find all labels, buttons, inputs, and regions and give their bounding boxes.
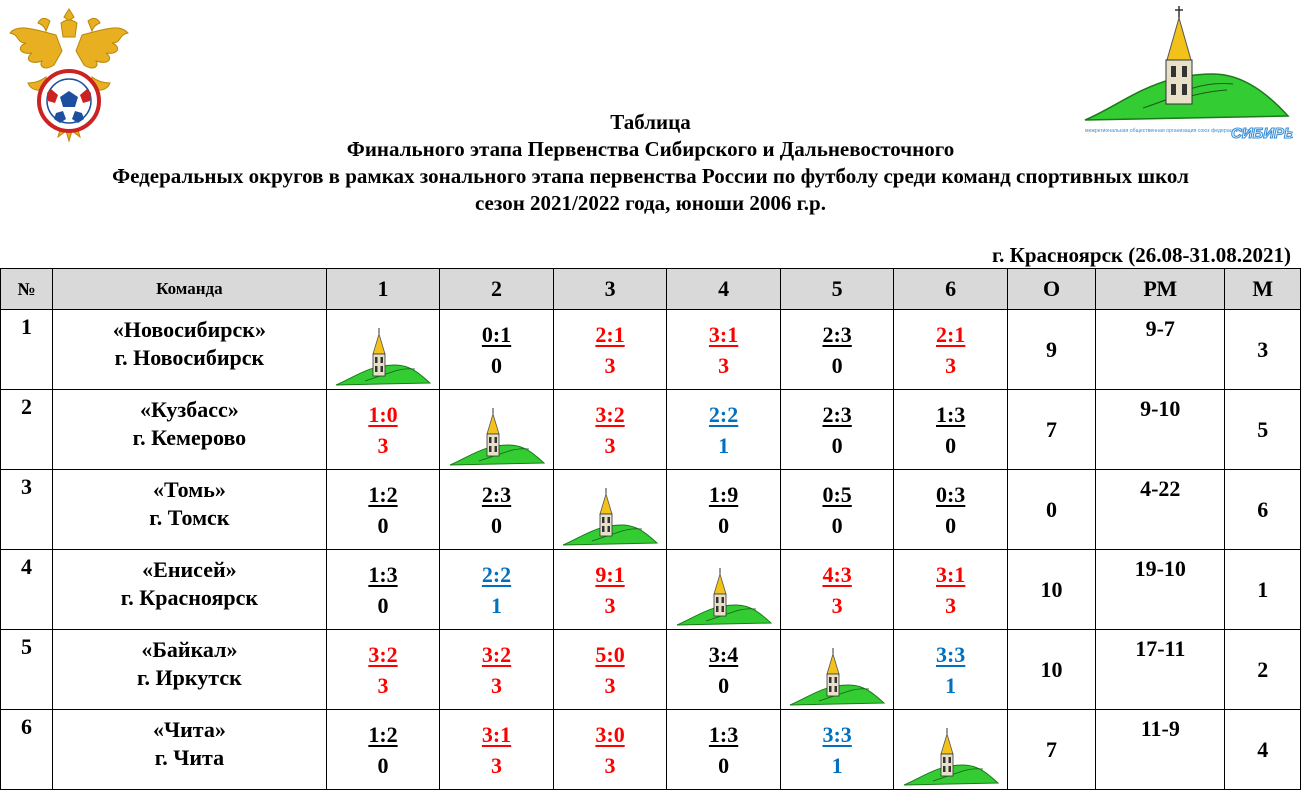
header-col-5: 5 [780,269,894,310]
match-result [482,479,511,541]
match-points: 3 [604,752,616,778]
match-points: 3 [604,352,616,378]
match-result-cell [440,470,554,550]
match-result-cell [667,310,781,390]
match-result-cell [667,630,781,710]
match-score: 3:3 [822,721,852,747]
match-points: 3 [377,672,389,698]
match-result [936,399,965,461]
venue-dates: г. Красноярск (26.08-31.08.2021) [991,243,1291,267]
match-result [822,399,851,461]
match-result-cell [780,550,894,630]
team-cell [53,710,327,790]
team-club: «Байкал» [141,637,238,662]
header-col-3: 3 [553,269,667,310]
match-score: 3:4 [708,641,739,667]
match-result-cell [326,710,440,790]
match-points: 3 [491,752,503,778]
match-points: 3 [377,432,389,458]
team-city: г. Красноярск [120,585,259,610]
team-club: «Томь» [152,477,226,502]
match-score: 5:0 [595,641,625,667]
match-points: 3 [604,672,616,698]
team-cell [53,630,327,710]
match-points: 0 [718,752,730,778]
header-points: О [1007,269,1095,310]
match-points: 1 [491,592,503,618]
title-line-1: Таблица [610,110,691,134]
match-result [936,479,965,541]
match-score: 3:1 [935,561,966,587]
row-number: 6 [1,710,53,790]
match-result [368,399,397,461]
match-points: 0 [377,512,389,538]
match-score: 1:3 [935,401,966,427]
church-hill-icon [449,407,545,467]
goal-difference: 17-11 [1096,630,1225,710]
match-points: 3 [718,352,730,378]
match-result [595,319,624,381]
goal-difference: 9-7 [1096,310,1225,390]
place: 2 [1225,630,1301,710]
siberia-brand-text: СИБИРЬ [1231,125,1293,142]
match-result-cell [894,390,1008,470]
match-result-cell [894,470,1008,550]
match-score: 2:3 [822,321,852,347]
match-result-cell [667,390,781,470]
match-result-cell [553,390,667,470]
match-result [368,639,397,701]
total-points: 7 [1007,710,1095,790]
match-points: 1 [718,432,730,458]
match-result-cell [440,550,554,630]
match-score: 2:3 [822,401,852,427]
header-place: М [1225,269,1301,310]
match-points: 0 [491,512,503,538]
match-score: 3:1 [708,321,739,347]
match-points: 1 [831,752,843,778]
table-row [1,390,1301,470]
match-points: 0 [718,672,730,698]
team-city: г. Новосибирск [114,345,265,370]
match-result-cell [667,710,781,790]
match-points: 0 [718,512,730,538]
match-result [822,719,851,781]
match-result [709,399,738,461]
row-number: 3 [1,470,53,550]
match-points: 0 [831,432,843,458]
match-result-cell [780,310,894,390]
place: 3 [1225,310,1301,390]
match-result [709,319,738,381]
match-points: 3 [831,592,843,618]
row-number: 2 [1,390,53,470]
row-number: 4 [1,550,53,630]
match-result-cell [326,550,440,630]
match-result [368,559,397,621]
match-score: 2:1 [595,321,625,347]
match-points: 0 [831,352,843,378]
self-match-cell [780,630,894,710]
total-points: 10 [1007,550,1095,630]
match-points: 3 [604,592,616,618]
match-points: 3 [604,432,616,458]
place: 5 [1225,390,1301,470]
goal-difference: 11-9 [1096,710,1225,790]
church-hill-icon [903,727,999,787]
team-cell [53,550,327,630]
team-cell [53,470,327,550]
match-score: 3:2 [595,401,625,427]
match-result [482,719,511,781]
match-score: 1:2 [368,721,398,747]
match-result-cell [553,710,667,790]
team-city: г. Иркутск [137,665,242,690]
match-result-cell [553,310,667,390]
header-num: № [1,269,53,310]
match-result-cell [667,470,781,550]
table-row [1,310,1301,390]
team-city: г. Томск [149,505,230,530]
match-score: 3:2 [368,641,398,667]
table-row [1,550,1301,630]
match-points: 0 [945,432,957,458]
match-result [368,479,397,541]
match-result [482,319,511,381]
title-line-3: Федеральных округов в рамках зонального этапа первенства России по футболу среди команд спортивных школ [112,164,1189,188]
match-score: 1:0 [368,401,398,427]
match-result-cell [780,470,894,550]
total-points: 0 [1007,470,1095,550]
church-hill-icon [335,327,431,387]
header-rm: РМ [1096,269,1225,310]
match-result-cell [440,310,554,390]
match-score: 2:2 [708,401,739,427]
match-result-cell [326,390,440,470]
team-club: «Чита» [152,717,226,742]
self-match-cell [553,470,667,550]
match-result [709,719,738,781]
header-col-4: 4 [667,269,781,310]
church-hill-icon [562,487,658,547]
match-score: 1:3 [708,721,739,747]
match-result-cell [553,550,667,630]
header-col-6: 6 [894,269,1008,310]
match-score: 3:1 [481,721,512,747]
match-result [822,559,851,621]
match-score: 1:2 [368,481,398,507]
page-title [0,109,1301,217]
match-result [822,479,851,541]
match-score: 3:0 [595,721,625,747]
match-points: 0 [377,752,389,778]
match-result [595,559,624,621]
match-result [595,399,624,461]
team-cell [53,390,327,470]
title-line-2: Финального этапа Первенства Сибирского и Дальневосточного [346,137,955,161]
goal-difference: 19-10 [1096,550,1225,630]
match-score: 0:5 [822,481,852,507]
goal-difference: 4-22 [1096,470,1225,550]
match-points: 0 [945,512,957,538]
team-city: г. Чита [154,745,225,770]
title-line-4: сезон 2021/2022 года, юноши 2006 г.р. [474,191,826,215]
match-result-cell [894,550,1008,630]
table-header-row [1,269,1301,310]
match-result-cell [894,310,1008,390]
match-result [482,559,511,621]
church-hill-icon [676,567,772,627]
match-result [595,639,624,701]
match-score: 1:3 [368,561,398,587]
match-result-cell [326,470,440,550]
header-col-2: 2 [440,269,554,310]
team-city: г. Кемерово [132,425,247,450]
goal-difference: 9-10 [1096,390,1225,470]
place: 1 [1225,550,1301,630]
match-score: 0:3 [935,481,966,507]
match-result [936,639,965,701]
siberia-logo-text: межрегиональная общественная организация союз федераций футбола [1085,128,1261,134]
match-points: 1 [945,672,957,698]
table-row [1,710,1301,790]
match-result [822,319,851,381]
place: 4 [1225,710,1301,790]
row-number: 5 [1,630,53,710]
row-number: 1 [1,310,53,390]
match-score: 2:3 [481,481,512,507]
match-points: 0 [491,352,503,378]
total-points: 7 [1007,390,1095,470]
match-result-cell [326,630,440,710]
team-cell [53,310,327,390]
match-result [368,719,397,781]
match-points: 0 [831,512,843,538]
total-points: 10 [1007,630,1095,710]
match-points: 3 [945,352,957,378]
team-club: «Новосибирск» [112,317,266,342]
match-result-cell [440,710,554,790]
match-result [482,639,511,701]
church-hill-icon [789,647,885,707]
match-points: 0 [377,592,389,618]
team-club: «Кузбасс» [140,397,239,422]
match-result [936,559,965,621]
match-result [709,639,738,701]
total-points: 9 [1007,310,1095,390]
standings-table [0,268,1301,790]
match-result-cell [780,710,894,790]
match-points: 3 [945,592,957,618]
match-score: 1:9 [708,481,739,507]
place: 6 [1225,470,1301,550]
self-match-cell [440,390,554,470]
match-score: 0:1 [481,321,512,347]
self-match-cell [326,310,440,390]
table-row [1,630,1301,710]
match-score: 4:3 [822,561,852,587]
match-result-cell [780,390,894,470]
match-result [595,719,624,781]
match-result-cell [553,630,667,710]
match-score: 2:2 [481,561,512,587]
match-score: 9:1 [595,561,625,587]
match-score: 3:3 [935,641,966,667]
header-team: Команда [53,269,327,310]
team-club: «Енисей» [142,557,237,582]
match-result-cell [894,630,1008,710]
match-result-cell [440,630,554,710]
match-result [936,319,965,381]
self-match-cell [667,550,781,630]
match-points: 3 [491,672,503,698]
self-match-cell [894,710,1008,790]
table-row [1,470,1301,550]
match-score: 3:2 [481,641,512,667]
match-result [709,479,738,541]
header-col-1: 1 [326,269,440,310]
match-score: 2:1 [935,321,966,347]
